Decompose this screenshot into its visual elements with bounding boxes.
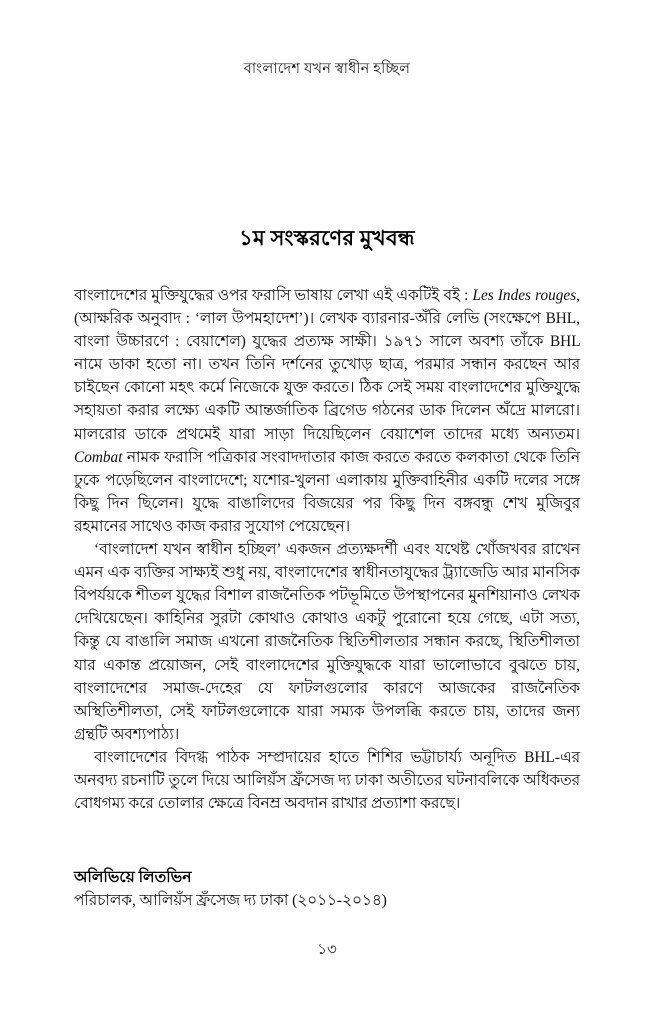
page-number: ১৩ (317, 942, 337, 958)
book-title-les-indes-rouges: Les Indes rouges, (472, 287, 580, 304)
body-text-block (74, 284, 580, 815)
abbreviation-bhl-2: BHL (549, 333, 580, 351)
paragraph-1 (74, 284, 580, 538)
p1-segment-c: , বাংলা উচ্চারণে : বেয়াশেল) যুদ্ধের প্রত্যক্ষ সাক্ষী। ১৯৭১ সালে অবশ্য তাঁকে (74, 310, 580, 351)
p3-segment-a: বাংলাদেশের বিদগ্ধ পাঠক সম্প্রদায়ের হাতে শিশির ভট্টাচার্য্য অনূদিত (94, 748, 525, 766)
paragraph-3 (74, 746, 580, 815)
signature-block (74, 866, 580, 912)
p1-segment-a: বাংলাদেশের মুক্তিযুদ্ধের ওপর ফরাসি ভাষায় লেখা এই একটিই বই : (74, 287, 473, 304)
paragraph-2: ‘বাংলাদেশ যখন স্বাধীন হচ্ছিল’ একজন প্রত্যক্ষদর্শী এবং যথেষ্ট খোঁজখবর রাখেন এমন এক ব্যক্তির সাক্ষ্যই শুধু নয়, বাংলাদেশের স্বাধীনতাযুদ্ধের ট্র্যাজেডি আর মানসিক বিপর্যয়কে শীতল যুদ্ধের বিশাল রাজনৈতিক পটভূমিতে উপস্থাপনের মুনশিয়ানাও লেখক দেখিয়েছেন। কাহিনির সুরটা কোথাও কোথাও একটু পুরোনো হয়ে গেছে, এটা সত্য, কিন্তু যে বাঙালি সমাজ এখনো রাজনৈতিক স্থিতিশীলতার সন্ধান করছে, স্থিতিশীলতা যার একান্ত প্রয়োজন, সেই বাংলাদেশের মুক্তিযুদ্ধকে যারা ভালোভাবে বুঝতে চায়, বাংলাদেশের সমাজ-দেহের যে ফাটলগুলোর কারণে আজকের রাজনৈতিক অস্থিতিশীলতা, সেই ফাটলগুলোকে যারা সম্যক উপলব্ধি করতে চায়, তাদের জন্য গ্রন্থটি অবশ্যপাঠ্য। (74, 541, 580, 743)
p3-segment-b: -এর অনবদ্য রচনাটি তুলে দিয়ে আলিয়ঁস ফ্রঁসেজ দ্য ঢাকা অতীতের ঘটনাবলিকে অধিকতর বোধগম্য করে তোলার ক্ষেত্রে বিনম্র অবদান রাখার প্রত্যাশা করছে। (74, 748, 580, 813)
journal-name-combat: Combat (74, 448, 123, 466)
page-title: ১ম সংস্করণের মুখবন্ধ (239, 226, 415, 250)
abbreviation-bhl-3: BHL (524, 748, 555, 766)
signatory-role: পরিচালক, আলিয়ঁস ফ্রঁসেজ দ্য ঢাকা (২০১১-২০১৪) (74, 892, 387, 909)
signatory-name: অলিভিয়ে লিতভিন (74, 869, 192, 886)
p1-segment-d: নামে ডাকা হতো না। তখন তিনি দর্শনের তুখোড় ছাত্র, পরমার সন্ধান করছেন আর চাইছেন কোনো মহৎ কর্মে নিজেকে যুক্ত করতে। ঠিক সেই সময় বাংলাদেশের মুক্তিযুদ্ধে সহায়তা করার লক্ষ্যে একটি আন্তর্জাতিক ব্রিগেড গঠনের ডাক দিলেন অঁদ্রে মালরো। মালরোর ডাকে প্রথমেই যারা সাড়া দিয়েছিলেন বেয়াশেল তাদের মধ্যে অন্যতম। (74, 356, 580, 443)
abbreviation-bhl-1: BHL (545, 310, 577, 328)
p1-segment-e: নামক ফরাসি পত্রিকার সংবাদদাতার কাজ করতে করতে কলকাতা থেকে তিনি ঢুকে পড়েছিলেন বাংলাদেশে; যশোর-খুলনা এলাকায় মুক্তিবাহিনীর একটি দলের সঙ্গে কিছু দিন ছিলেন। যুদ্ধে বাঙালিদের বিজয়ের পর কিছু দিন বঙ্গবন্ধু শেখ মুজিবুর রহমানের সাথেও কাজ করার সুযোগ পেয়েছেন। (74, 448, 580, 535)
running-header: বাংলাদেশ যখন স্বাধীন হচ্ছিল (243, 61, 411, 77)
p1-segment-b: (আক্ষরিক অনুবাদ : ‘লাল উপমহাদেশ’)। লেখক ব্যারনার-অঁরি লেভি (সংক্ষেপে (74, 310, 546, 328)
